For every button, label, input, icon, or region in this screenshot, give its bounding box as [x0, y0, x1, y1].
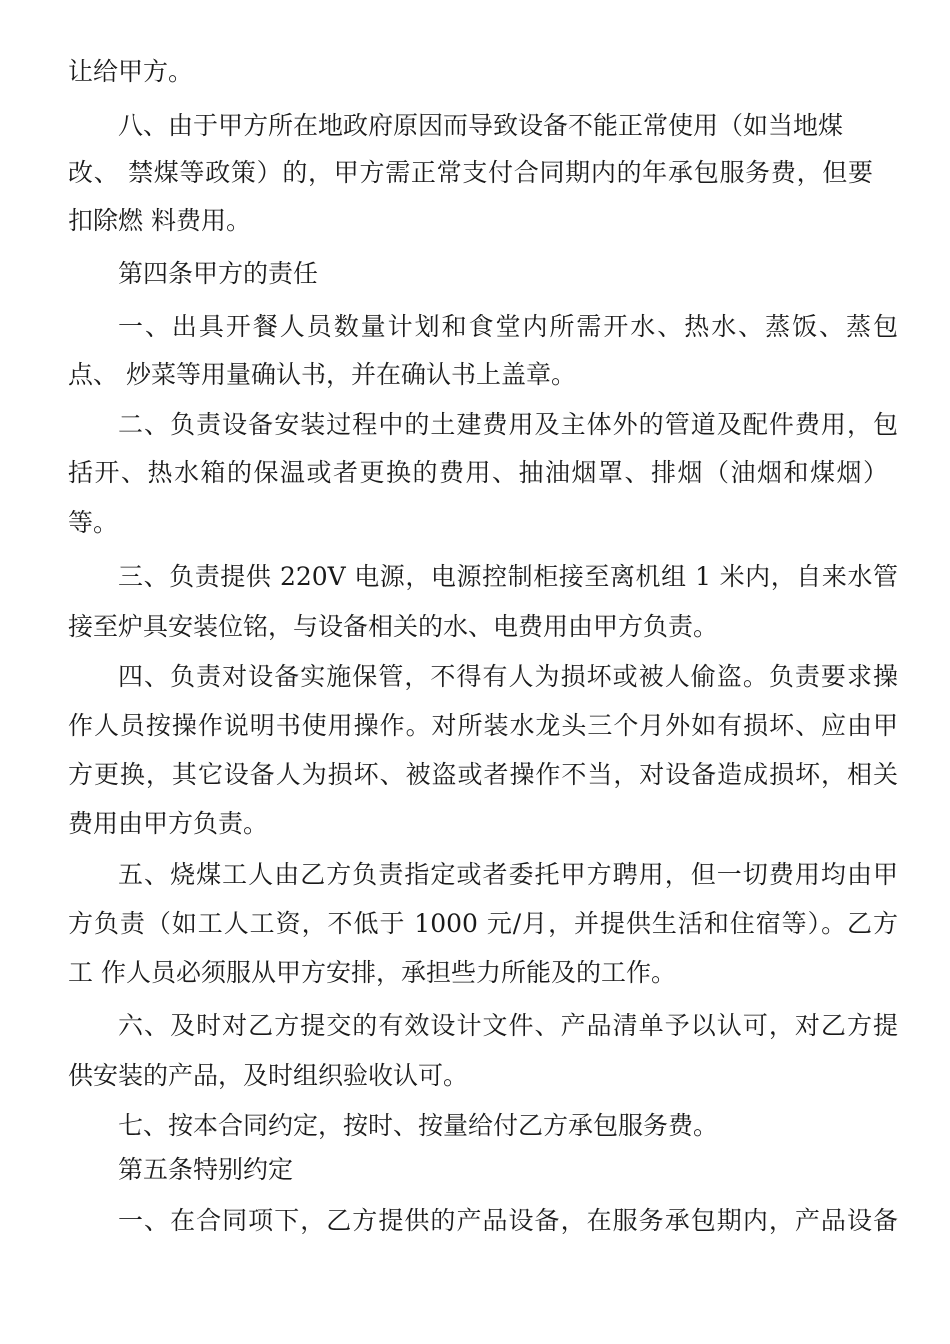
text-line: 让给甲方。	[68, 57, 194, 86]
text-line: 四、负责对设备实施保管，不得有人为损坏或被人偷盗。负责要求操	[118, 662, 898, 691]
text-line: 扣除燃 料费用。	[68, 206, 251, 235]
text-line: 八、由于甲方所在地政府原因而导致设备不能正常使用（如当地煤	[118, 111, 844, 140]
text-line: 等。	[68, 508, 119, 537]
text-line: 二、负责设备安装过程中的土建费用及主体外的管道及配件费用，包	[118, 410, 898, 439]
text-line: 七、按本合同约定，按时、按量给付乙方承包服务费。	[118, 1111, 719, 1140]
section-heading: 第五条特别约定	[118, 1155, 294, 1184]
text-line: 方负责（如工人工资，不低于 1000 元/月，并提供生活和住宿等）。乙方	[68, 909, 898, 938]
text-line: 作人员按操作说明书使用操作。对所装水龙头三个月外如有损坏、应由甲	[68, 711, 898, 740]
text-line: 方更换，其它设备人为损坏、被盗或者操作不当，对设备造成损坏，相关	[68, 760, 898, 789]
text-line: 接至炉具安装位铭，与设备相关的水、电费用由甲方负责。	[68, 612, 719, 641]
text-line: 点、 炒菜等用量确认书，并在确认书上盖章。	[68, 360, 576, 389]
text-line: 六、及时对乙方提交的有效设计文件、产品清单予以认可，对乙方提	[118, 1011, 898, 1040]
text-line: 一、在合同项下，乙方提供的产品设备，在服务承包期内，产品设备	[118, 1206, 898, 1235]
text-line: 费用由甲方负责。	[68, 809, 269, 838]
text-line: 一、出具开餐人员数量计划和食堂内所需开水、热水、蒸饭、蒸包	[118, 312, 898, 341]
section-heading: 第四条甲方的责任	[118, 259, 319, 288]
text-line: 改、 禁煤等政策）的，甲方需正常支付合同期内的年承包服务费，但要	[68, 158, 873, 187]
text-line: 三、负责提供 220V 电源，电源控制柜接至离机组 1 米内，自来水管	[118, 562, 898, 591]
text-line: 括开、热水箱的保温或者更换的费用、抽油烟罩、排烟（油烟和煤烟）	[68, 458, 888, 487]
text-line: 五、烧煤工人由乙方负责指定或者委托甲方聘用，但一切费用均由甲	[118, 860, 898, 889]
text-line: 供安装的产品，及时组织验收认可。	[68, 1061, 469, 1090]
text-line: 工 作人员必须服从甲方安排，承担些力所能及的工作。	[68, 958, 676, 987]
